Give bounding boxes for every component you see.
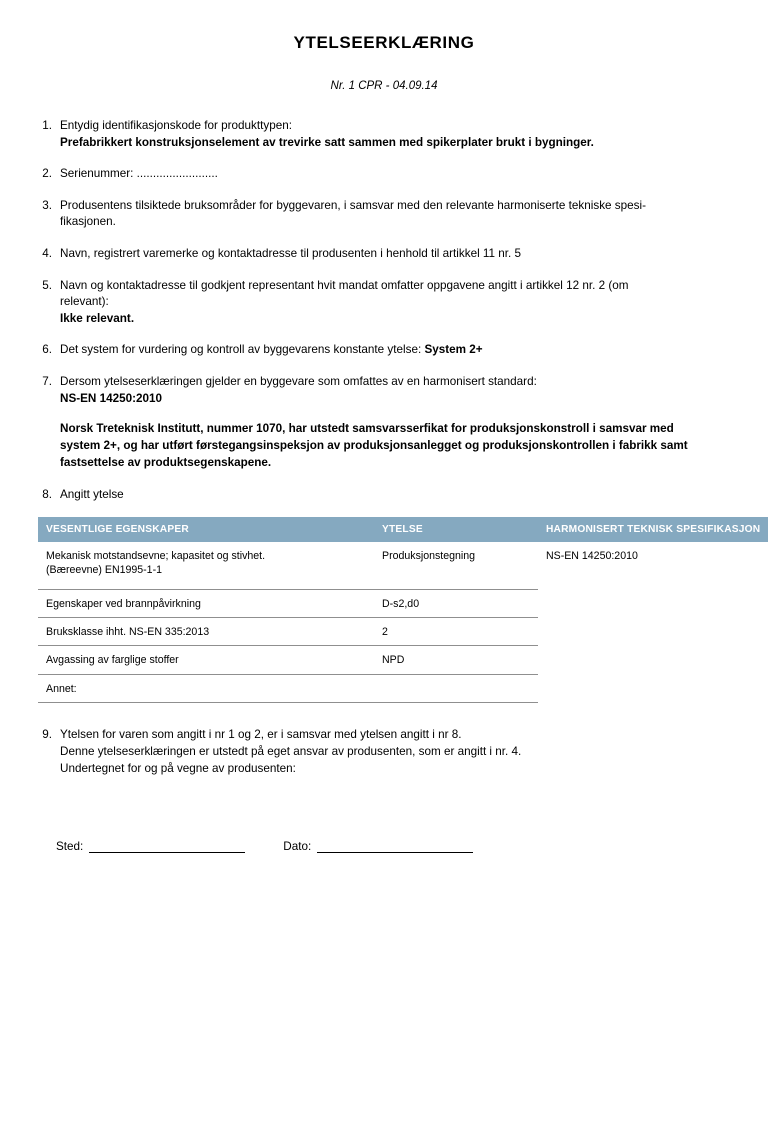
- clause-3-line2: fikasjonen.: [60, 215, 116, 229]
- row-3-property: Bruksklasse ihht. NS-EN 335:2013: [38, 618, 374, 646]
- clause-5-line1: Navn og kontaktadresse til godkjent representant hvit mandat omfatter oppgavene angitt i artikkel 12 nr. 2 (om: [60, 278, 629, 292]
- clause-7-standard: NS-EN 14250:2010: [60, 391, 163, 405]
- clause-7-note: [60, 421, 720, 472]
- row-4-specification: [538, 646, 768, 674]
- clause-9-line1: Ytelsen for varen som angitt i nr 1 og 2, er i samsvar med ytelsen angitt i nr 8.: [60, 728, 462, 742]
- row-1-performance: Produksjonstegning: [374, 542, 538, 590]
- clause-7-body: [60, 374, 720, 472]
- clause-9: [38, 727, 730, 778]
- clause-8: [38, 487, 730, 504]
- clause-4: [38, 246, 730, 263]
- clause-7-line1: Dersom ytelseserklæringen gjelder en byggevare som omfattes av en harmonisert standard:: [60, 375, 537, 389]
- clause-9-body: [60, 727, 521, 778]
- clause-9-number: 9.: [42, 728, 52, 742]
- clause-3-line1: Produsentens tilsiktede bruksområder for byggevaren, i samsvar med den relevante harmoniserte tekniske spesi-: [60, 198, 646, 212]
- header-harmonised-specification: HARMONISERT TEKNISK SPESIFIKASJON: [538, 517, 768, 542]
- clause-list: [38, 118, 730, 504]
- table-row: [38, 618, 768, 646]
- clause-9-line2: Denne ytelseserklæringen er utstedt på eget ansvar av produsenten, som er angitt i nr. 4.: [60, 744, 522, 758]
- date-input-line[interactable]: [317, 841, 473, 853]
- row-2-specification: [538, 589, 768, 617]
- table-row: [38, 674, 768, 702]
- document-subtitle: Nr. 1 CPR - 04.09.14: [330, 80, 438, 92]
- clause-9-line3: Undertegnet for og på vegne av produsenten:: [60, 761, 296, 775]
- clause-4-body: [60, 246, 720, 263]
- row-1-property-line1: Mekanisk motstandsevne; kapasitet og stivhet.: [46, 549, 266, 562]
- clause-3-body: [60, 198, 720, 231]
- performance-table-head: [38, 517, 768, 542]
- clause-6-line1: Det system for vurdering og kontroll av byggevarens konstante ytelse:: [60, 343, 425, 357]
- row-3-specification: [538, 618, 768, 646]
- row-5-performance: [374, 674, 538, 702]
- document-page: [0, 33, 768, 1124]
- header-essential-characteristics: VESENTLIGE EGENSKAPER: [38, 517, 374, 542]
- row-2-performance: D-s2,d0: [374, 589, 538, 617]
- clause-8-body: [60, 487, 720, 504]
- clause-1: [38, 118, 730, 151]
- clause-7-number: 7.: [42, 375, 52, 389]
- clause-2-line1: Serienummer: .........................: [60, 167, 218, 181]
- clause-7-note-line2: system 2+, og har utført førstegangsinspeksjon av produksjonsanlegget og produksjonskontrollen i fabrikk samt: [60, 439, 688, 453]
- document-title: YTELSEERKLÆRING: [293, 33, 475, 52]
- clause-5-body: [60, 278, 720, 328]
- clause-1-line1: Entydig identifikasjonskode for produkttypen:: [60, 119, 292, 132]
- clause-1-line2: Prefabrikkert konstruksjonselement av trevirke satt sammen med spikerplater brukt i bygninger.: [60, 135, 594, 149]
- clause-5-line3: Ikke relevant.: [60, 311, 135, 325]
- row-3-performance: 2: [374, 618, 538, 646]
- performance-table-header-row: [38, 517, 768, 542]
- clause-2-body: [60, 166, 720, 183]
- clause-5: [38, 278, 730, 328]
- clause-4-line1: Navn, registrert varemerke og kontaktadresse til produsenten i henhold til artikkel 11 nr. 5: [60, 247, 522, 261]
- row-1-specification: NS-EN 14250:2010: [546, 549, 638, 562]
- row-4-performance: NPD: [374, 646, 538, 674]
- clause-7-note-line1: Norsk Treteknisk Institutt, nummer 1070, har utstedt samsvarsserfikat for produksjonskonstroll i samsvar med: [60, 422, 674, 436]
- clause-8-number: 8.: [42, 488, 52, 502]
- clause-1-number: 1.: [42, 119, 52, 132]
- performance-table-wrapper: [38, 517, 761, 703]
- clause-2: [38, 166, 730, 183]
- clause-6-number: 6.: [42, 343, 52, 357]
- clause-7: [38, 374, 730, 472]
- clause-6-body: [60, 342, 720, 359]
- clause-6: [38, 342, 730, 359]
- clause-5-number: 5.: [42, 278, 52, 292]
- place-input-line[interactable]: [89, 841, 245, 853]
- clause-5-line2: relevant):: [60, 295, 109, 309]
- clause-1-body: [60, 118, 720, 151]
- table-row: [38, 589, 768, 617]
- clause-3-number: 3.: [42, 198, 52, 212]
- header-performance: YTELSE: [374, 517, 538, 542]
- place-label: Sted:: [56, 839, 84, 853]
- row-4-property: Avgassing av farglige stoffer: [38, 646, 374, 674]
- signature-block: [56, 840, 768, 853]
- clause-7-note-line3: fastsettelse av produktsegenskapene.: [60, 456, 272, 470]
- row-2-property: Egenskaper ved brannpåvirkning: [38, 589, 374, 617]
- clause-4-number: 4.: [42, 247, 52, 261]
- row-5-specification: [538, 674, 768, 702]
- clause-6-system-value: System 2+: [424, 343, 483, 357]
- clause-3: [38, 198, 730, 231]
- clause-2-number: 2.: [42, 167, 52, 181]
- date-label: Dato:: [283, 839, 312, 853]
- table-row: [38, 542, 768, 590]
- table-row: [38, 646, 768, 674]
- performance-table-body: [38, 542, 768, 703]
- row-1-property: [38, 542, 374, 590]
- performance-table: [38, 517, 768, 703]
- row-1-property-line2: (Bæreevne) EN1995-1-1: [46, 564, 162, 577]
- clause-8-line1: Angitt ytelse: [60, 488, 124, 502]
- row-5-property: Annet:: [38, 674, 374, 702]
